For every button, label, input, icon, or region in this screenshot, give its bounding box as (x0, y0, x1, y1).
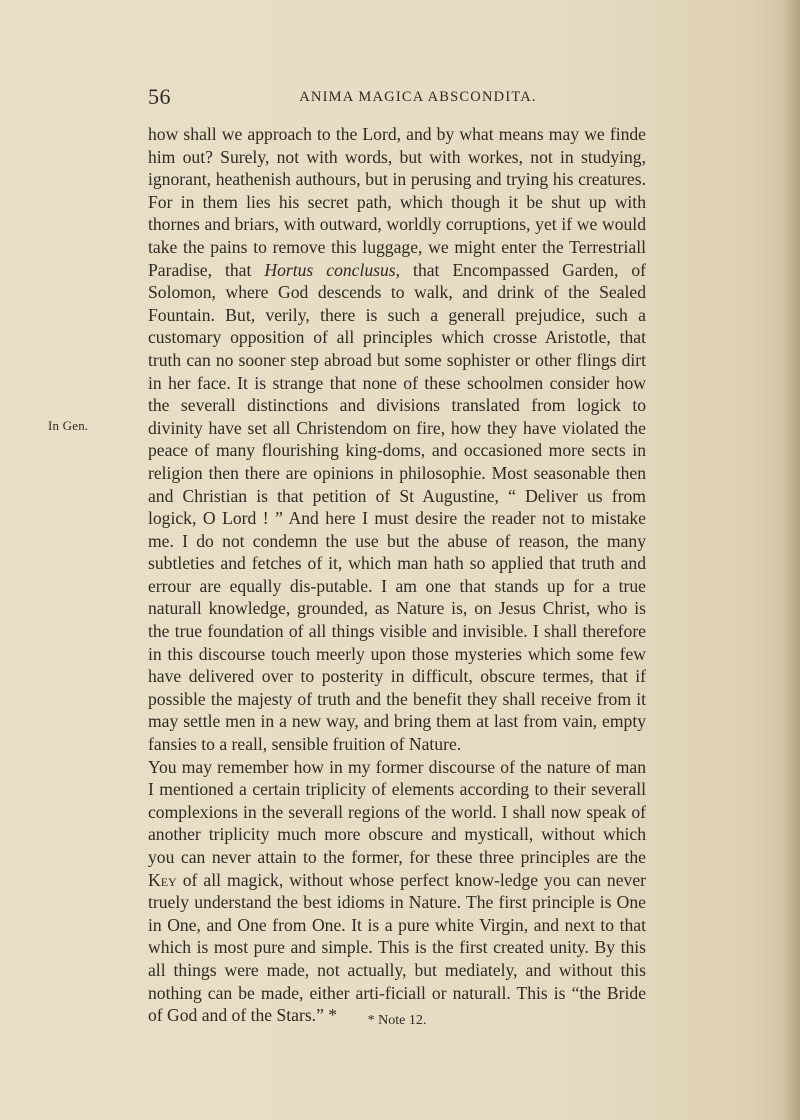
paragraph-1-text-b: that Encompassed Garden, of Solomon, where God descends to walk, and drink of the Sealed Fountain. But, verily, there is such a generall prejudice, such a customary opposition of all principles which crosse Aristotle, that truth can no sooner step abroad but some sophister or other flings dirt in her face. It is strange that none of these schoolmen consider how the severall distinctions and divisions translated from logick to divinity have set all Christendom on fire, how they have violated the peace of many flourishing king-doms, and occasioned more sects in religion then there are opinions in philosophie. Most seasonable then and Christian is that petition of St Augustine, “ Deliver us from logick, O Lord ! ” And here I must desire the reader not to mistake me. I do not condemn the use but the abuse of reason, the many subtleties and fetches of it, which man hath so applied that truth and errour are equally dis-putable. I am one that stands up for a true naturall knowledge, grounded, as Nature is, on Jesus Christ, who is the true foundation of all things visible and invisible. I shall therefore in this discourse touch meerly upon those mysteries which some few have delivered over to posterity in difficult, obscure termes, that if possible the majesty of truth and the benefit they shall receive from it may settle men in a new way, and bring them at last from vain, empty fansies to a reall, sensible fruition of Nature. (148, 259, 647, 755)
paragraph-2-text-a: You may remember how in my former discourse of the nature of man I mentioned a certain triplicity of elements according to their severall complexions in the severall regions of the world. I shall now speak of another triplicity much more obscure and mysticall, without which you can never attain to the former, for these three principles are the (148, 756, 646, 867)
small-caps-word: Key (148, 869, 177, 890)
page-header (148, 84, 648, 110)
margin-note: In Gen. (48, 418, 89, 433)
paragraph-1 (148, 123, 646, 756)
paragraph-2-text-b: of all magick, without whose perfect know-ledge you can never truely understand the best idioms in Nature. The first principle is One in One, and One from One. It is a pure white Virgin, and next to that which is most pure and simple. This is the first created unity. By this all things were made, not actually, but mediately, and without this nothing can be made, either arti-ficiall or naturall. This is “the Bride of God and of the Stars.” * (148, 869, 646, 1026)
paragraph-1-text-a: how shall we approach to the Lord, and by what means may we finde him out? Surely, not with words, but with workes, not in studying, ignorant, heathenish authours, but in perusing and trying his creatures. For in them lies his secret path, which though it be shut up with thornes and briars, with outward, worldly corruptions, yet if we would take the pains to remove this luggage, we might enter the Terrestriall Paradise, that (148, 124, 646, 280)
page-edge-shadow (782, 0, 800, 1120)
footnote: * Note 12. (367, 1013, 427, 1028)
page-number: 56 (148, 84, 171, 109)
italic-phrase: Hortus conclusus, (264, 259, 401, 280)
running-title: ANIMA MAGICA ABSCONDITA. (299, 89, 537, 105)
paragraph-2 (148, 756, 646, 1027)
body-text (148, 123, 646, 1027)
